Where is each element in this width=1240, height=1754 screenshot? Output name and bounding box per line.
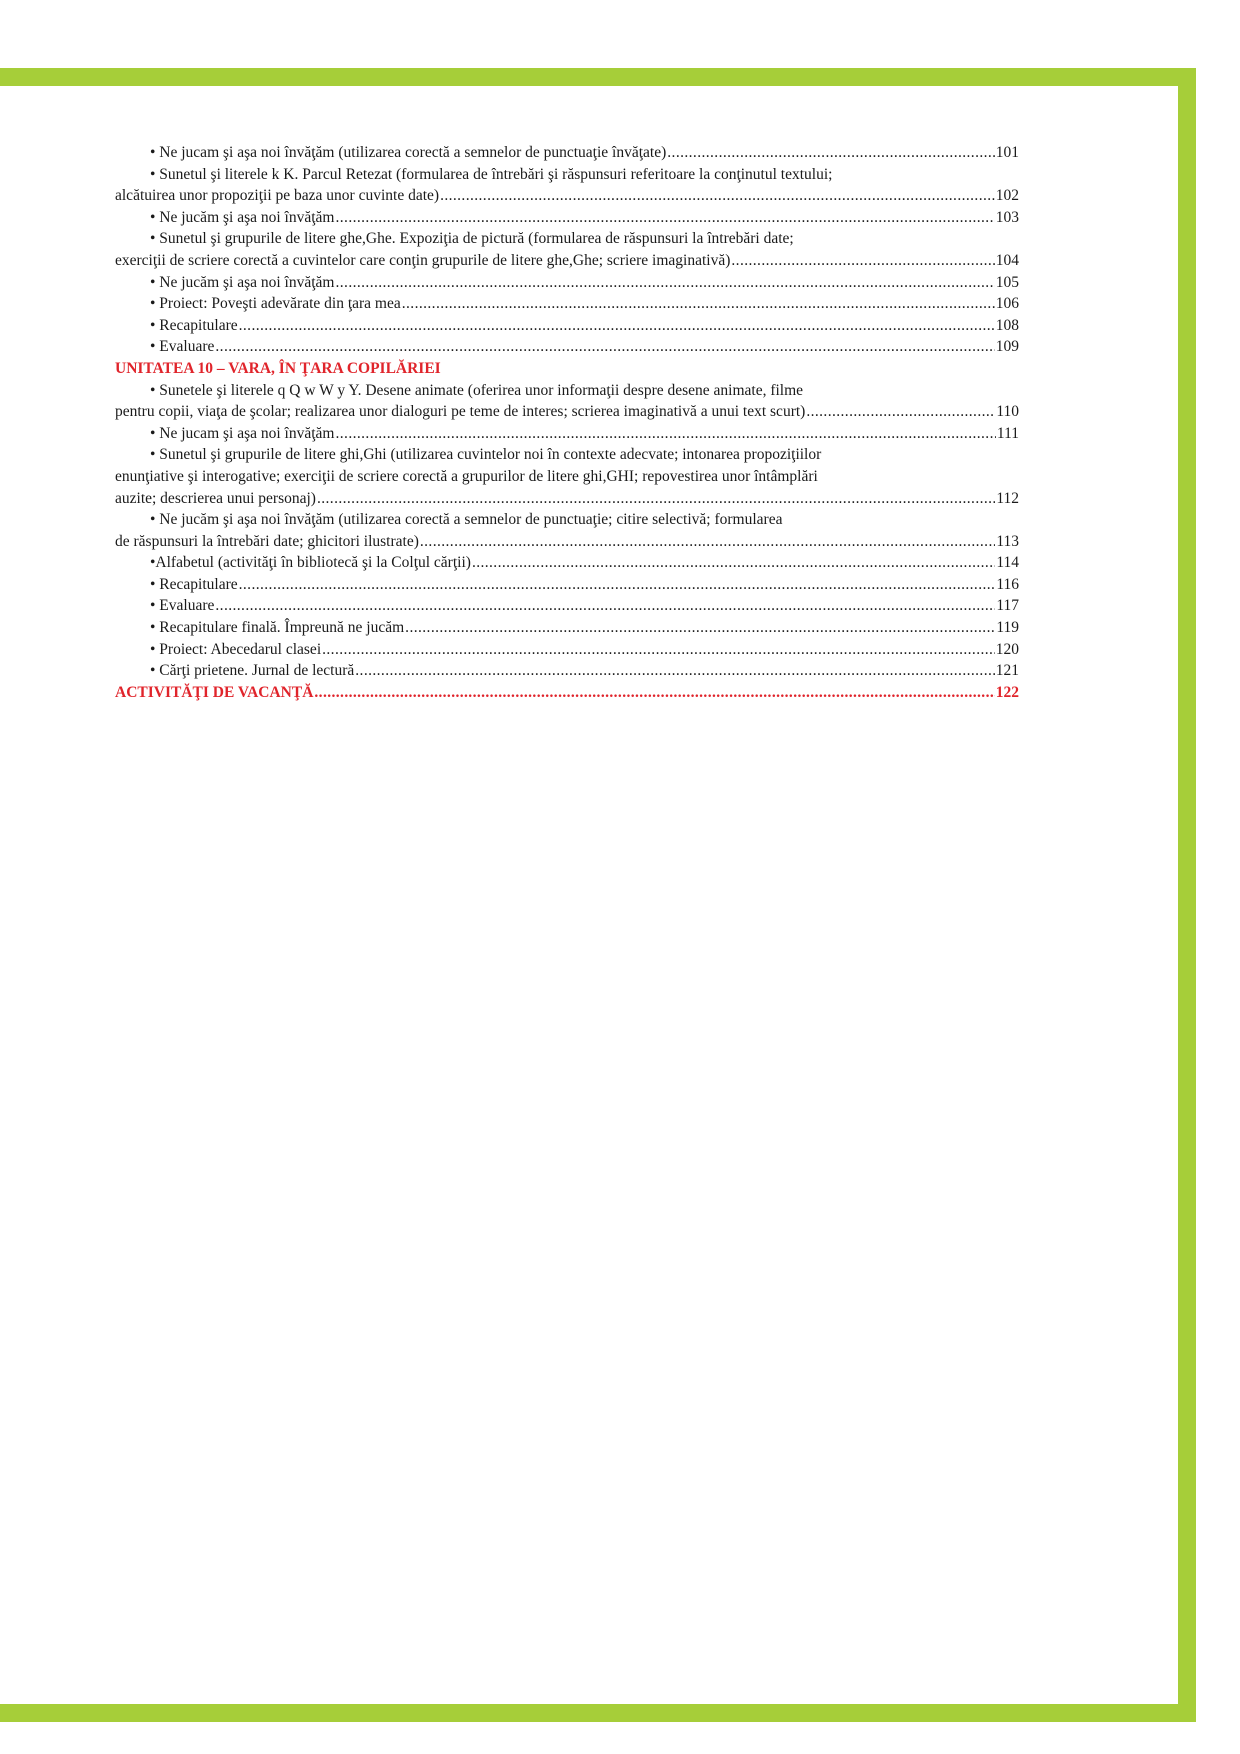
toc-page-number: 113	[996, 532, 1019, 550]
toc-entry-text: • Evaluare	[150, 597, 215, 615]
toc-entry[interactable]	[115, 574, 1019, 596]
toc-entry-text: • Sunetul şi grupurile de litere ghe,Ghe. Expoziţia de pictură (formularea de răspunsuri la întrebări date;	[150, 230, 794, 248]
toc-entry-text: • Sunetul şi literele k K. Parcul Retezat (formularea de întrebări şi răspunsuri referitoare la conţinutul textului;	[150, 165, 833, 183]
toc-entry-text: auzite; descrierea unui personaj)	[115, 489, 316, 507]
toc-entry-text: • Ne jucăm şi aşa noi învăţăm	[150, 273, 335, 291]
toc-entry-text: • Ne jucăm şi aşa noi învăţăm	[150, 208, 335, 226]
dot-leader	[405, 617, 995, 639]
frame-right-border	[1178, 68, 1196, 1722]
dot-leader	[336, 423, 996, 445]
toc-entry-text: • Sunetele şi literele q Q w W y Y. Desene animate (oferirea unor informaţii despre desene animate, filme	[150, 381, 804, 399]
dot-leader	[355, 660, 994, 682]
toc-page-number: 119	[996, 619, 1019, 637]
dot-leader	[667, 142, 994, 164]
toc-entry[interactable]	[115, 423, 1019, 445]
toc-page-number: 116	[996, 575, 1019, 593]
toc-entry[interactable]	[115, 272, 1019, 294]
toc-entry[interactable]	[115, 639, 1019, 661]
toc-page-number: 109	[995, 338, 1019, 356]
toc-entry-text: • Proiect: Abecedarul clasei	[150, 640, 322, 658]
toc-entry-text: • Recapitulare	[150, 316, 238, 334]
toc-entry-text: exerciţii de scriere corectă a cuvintelor care conţin grupurile de litere ghe,Ghe; scriere imaginativă)	[115, 251, 731, 269]
toc-entry[interactable]	[115, 293, 1019, 315]
dot-leader	[215, 595, 995, 617]
dot-leader	[472, 552, 995, 574]
toc-entry[interactable]	[115, 595, 1019, 617]
toc-entry-text: • Evaluare	[150, 338, 215, 356]
vacation-heading-text: ACTIVITĂŢI DE VACANŢĂ	[115, 683, 314, 701]
toc-entry-text: • Sunetul şi grupurile de litere ghi,Ghi (utilizarea cuvintelor noi în contexte adecvate; intonarea propoziţiilor	[150, 446, 822, 464]
dot-leader	[215, 336, 994, 358]
toc-entry-text: de răspunsuri la întrebări date; ghicitori ilustrate)	[115, 532, 419, 550]
toc-page-number: 111	[996, 424, 1019, 442]
toc-entry[interactable]	[115, 185, 1019, 207]
toc-entry[interactable]	[115, 142, 1019, 164]
toc-entry-text: • Recapitulare	[150, 575, 238, 593]
toc-entry-text: • Proiect: Poveşti adevărate din ţara mea	[150, 295, 401, 313]
toc-entry-line[interactable]	[115, 466, 1019, 488]
dot-leader	[402, 293, 995, 315]
toc-page-number: 106	[995, 295, 1019, 313]
toc-entry-text: • Ne jucăm şi aşa noi învăţăm (utilizarea corectă a semnelor de punctuaţie; citire selectivă; formularea	[150, 511, 783, 529]
dot-leader	[731, 250, 994, 272]
toc-page-number: 103	[995, 208, 1019, 226]
toc-entry[interactable]	[115, 336, 1019, 358]
toc-entry[interactable]	[115, 250, 1019, 272]
toc-entry-line[interactable]	[115, 164, 1019, 186]
toc-page-number: 112	[996, 489, 1019, 507]
dot-leader	[806, 401, 995, 423]
toc-page-number: 122	[995, 683, 1019, 701]
toc-entry-text: • Ne jucam şi aşa noi învăţăm (utilizarea corectă a semnelor de punctuaţie învăţate)	[150, 144, 667, 161]
toc-page-number: 110	[996, 403, 1019, 421]
dot-leader	[317, 488, 995, 510]
frame-top-border	[0, 68, 1196, 86]
toc-page-number: 104	[995, 251, 1019, 269]
toc-entry-text: • Recapitulare finală. Împreună ne jucăm	[150, 619, 405, 637]
dot-leader	[314, 682, 994, 704]
toc-entry-line[interactable]	[115, 509, 1019, 531]
dot-leader	[336, 207, 995, 229]
vacation-heading[interactable]	[115, 682, 1019, 704]
toc-page-number: 121	[995, 662, 1019, 680]
toc-entry-text: pentru copii, viaţa de şcolar; realizarea unor dialoguri pe teme de interes; scrierea imaginativă a unui text scurt)	[115, 403, 806, 421]
toc-page-number: 108	[995, 316, 1019, 334]
toc-page-number: 117	[996, 597, 1019, 615]
toc-entry-text: •Alfabetul (activităţi în bibliotecă şi la Colţul cărţii)	[150, 554, 471, 572]
toc-entry[interactable]	[115, 660, 1019, 682]
toc-entry-line[interactable]	[115, 228, 1019, 250]
toc-entry[interactable]	[115, 617, 1019, 639]
unit-heading[interactable]: UNITATEA 10 – VARA, ÎN ŢARA COPILĂRIEI	[115, 359, 441, 377]
toc-entry[interactable]	[115, 315, 1019, 337]
dot-leader	[336, 272, 995, 294]
toc-page-number: 102	[995, 187, 1019, 205]
toc-entry[interactable]	[115, 531, 1019, 553]
dot-leader	[440, 185, 995, 207]
toc-entry[interactable]	[115, 401, 1019, 423]
toc-page-number: 120	[995, 640, 1019, 658]
toc-entry-text: enunţiative şi interogative; exerciţii de scriere corectă a grupurilor de litere ghi,GHI; repovestirea unor întâmplări	[115, 467, 818, 485]
dot-leader	[239, 315, 995, 337]
toc-page-number: 114	[996, 554, 1019, 572]
frame-bottom-border	[0, 1704, 1196, 1722]
toc-entry-text: • Ne jucam şi aşa noi învăţăm	[150, 424, 335, 442]
toc-entry[interactable]	[115, 207, 1019, 229]
toc-entry[interactable]	[115, 488, 1019, 510]
table-of-contents	[115, 142, 1019, 703]
toc-entry-text: • Cărţi prietene. Jurnal de lectură	[150, 662, 355, 680]
toc-page-number: 101	[995, 144, 1019, 161]
toc-entry-line[interactable]	[115, 380, 1019, 402]
toc-entry-line[interactable]	[115, 444, 1019, 466]
dot-leader	[420, 531, 995, 553]
toc-entry[interactable]	[115, 552, 1019, 574]
dot-leader	[239, 574, 996, 596]
toc-page-number: 105	[995, 273, 1019, 291]
toc-entry-text: alcătuirea unor propoziţii pe baza unor cuvinte date)	[115, 187, 440, 205]
dot-leader	[322, 639, 995, 661]
